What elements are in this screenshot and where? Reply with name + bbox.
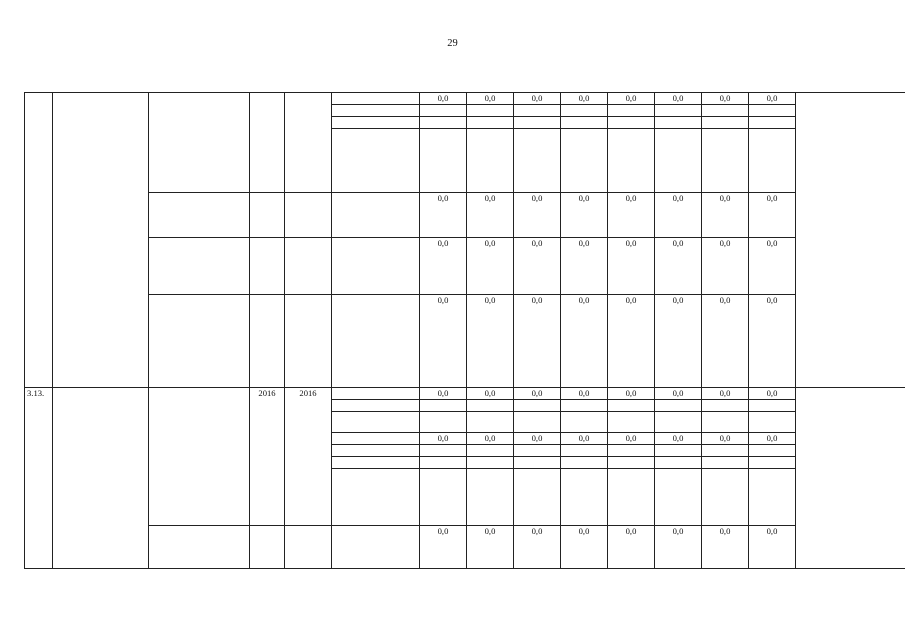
source-label bbox=[332, 295, 420, 388]
value-cell bbox=[561, 457, 608, 469]
end-year: 2016 bbox=[285, 388, 332, 526]
value-cell bbox=[514, 117, 561, 129]
value-cell bbox=[514, 400, 561, 412]
value-cell bbox=[702, 400, 749, 412]
org-name bbox=[149, 193, 250, 238]
value-cell: 0,0 bbox=[608, 295, 655, 388]
value-cell: 0,0 bbox=[749, 433, 796, 445]
value-cell: 0,0 bbox=[702, 526, 749, 569]
value-cell bbox=[561, 412, 608, 433]
value-cell bbox=[467, 400, 514, 412]
value-cell: 0,0 bbox=[749, 388, 796, 400]
value-cell bbox=[420, 412, 467, 433]
value-cell bbox=[608, 469, 655, 526]
value-cell bbox=[702, 117, 749, 129]
value-cell bbox=[608, 129, 655, 193]
value-cell bbox=[608, 400, 655, 412]
value-cell bbox=[420, 457, 467, 469]
value-cell bbox=[514, 129, 561, 193]
value-cell: 0,0 bbox=[514, 388, 561, 400]
value-cell bbox=[420, 117, 467, 129]
value-cell: 0,0 bbox=[702, 295, 749, 388]
value-cell bbox=[749, 457, 796, 469]
start-year: 2016 bbox=[250, 388, 285, 526]
value-cell: 0,0 bbox=[655, 388, 702, 400]
value-cell bbox=[420, 445, 467, 457]
value-cell bbox=[420, 400, 467, 412]
value-cell: 0,0 bbox=[608, 193, 655, 238]
value-cell: 0,0 bbox=[420, 433, 467, 445]
value-cell bbox=[514, 105, 561, 117]
value-cell bbox=[514, 445, 561, 457]
measure-name bbox=[53, 388, 149, 569]
value-cell: 0,0 bbox=[655, 433, 702, 445]
value-cell: 0,0 bbox=[514, 238, 561, 295]
end-year bbox=[285, 93, 332, 193]
value-cell bbox=[655, 400, 702, 412]
value-cell: 0,0 bbox=[467, 193, 514, 238]
value-cell bbox=[655, 457, 702, 469]
source-label bbox=[332, 105, 420, 117]
value-cell bbox=[702, 129, 749, 193]
value-cell: 0,0 bbox=[561, 238, 608, 295]
expected-result bbox=[796, 93, 905, 388]
value-cell bbox=[655, 412, 702, 433]
value-cell: 0,0 bbox=[514, 433, 561, 445]
source-label bbox=[332, 445, 420, 457]
value-cell: 0,0 bbox=[655, 295, 702, 388]
source-label bbox=[332, 238, 420, 295]
value-cell bbox=[467, 117, 514, 129]
table-body bbox=[25, 93, 905, 569]
value-cell bbox=[749, 400, 796, 412]
value-cell bbox=[702, 457, 749, 469]
table-row bbox=[25, 238, 905, 295]
value-cell bbox=[608, 117, 655, 129]
table-row bbox=[25, 93, 905, 105]
value-cell: 0,0 bbox=[514, 193, 561, 238]
value-cell bbox=[420, 105, 467, 117]
value-cell bbox=[655, 445, 702, 457]
value-cell bbox=[749, 469, 796, 526]
value-cell bbox=[561, 469, 608, 526]
value-cell: 0,0 bbox=[420, 93, 467, 105]
value-cell bbox=[608, 412, 655, 433]
value-cell: 0,0 bbox=[561, 526, 608, 569]
source-label bbox=[332, 433, 420, 445]
value-cell bbox=[561, 400, 608, 412]
value-cell: 0,0 bbox=[420, 388, 467, 400]
value-cell: 0,0 bbox=[702, 193, 749, 238]
source-label bbox=[332, 400, 420, 412]
source-label bbox=[332, 412, 420, 433]
start-year bbox=[250, 295, 285, 388]
value-cell: 0,0 bbox=[655, 526, 702, 569]
value-cell bbox=[467, 412, 514, 433]
value-cell bbox=[608, 457, 655, 469]
value-cell: 0,0 bbox=[561, 433, 608, 445]
value-cell: 0,0 bbox=[420, 526, 467, 569]
value-cell: 0,0 bbox=[467, 238, 514, 295]
value-cell: 0,0 bbox=[420, 193, 467, 238]
value-cell: 0,0 bbox=[655, 238, 702, 295]
value-cell: 0,0 bbox=[467, 93, 514, 105]
value-cell bbox=[749, 105, 796, 117]
start-year bbox=[250, 526, 285, 569]
value-cell: 0,0 bbox=[702, 433, 749, 445]
value-cell: 0,0 bbox=[749, 526, 796, 569]
table-row bbox=[25, 295, 905, 388]
start-year bbox=[250, 93, 285, 193]
end-year bbox=[285, 295, 332, 388]
source-label bbox=[332, 457, 420, 469]
value-cell: 0,0 bbox=[420, 238, 467, 295]
value-cell bbox=[749, 117, 796, 129]
source-label bbox=[332, 526, 420, 569]
value-cell: 0,0 bbox=[561, 193, 608, 238]
start-year bbox=[250, 238, 285, 295]
table-row bbox=[25, 193, 905, 238]
value-cell: 0,0 bbox=[702, 93, 749, 105]
value-cell bbox=[749, 412, 796, 433]
executor-cell bbox=[149, 93, 250, 193]
value-cell: 0,0 bbox=[702, 238, 749, 295]
org-name bbox=[149, 238, 250, 295]
value-cell bbox=[467, 457, 514, 469]
value-cell bbox=[467, 129, 514, 193]
source-label bbox=[332, 129, 420, 193]
value-cell: 0,0 bbox=[467, 388, 514, 400]
expected-result bbox=[796, 388, 905, 569]
value-cell: 0,0 bbox=[467, 295, 514, 388]
table-row bbox=[25, 526, 905, 569]
value-cell: 0,0 bbox=[608, 93, 655, 105]
value-cell bbox=[467, 469, 514, 526]
value-cell: 0,0 bbox=[749, 295, 796, 388]
item-number: 3.13. bbox=[25, 388, 53, 569]
value-cell: 0,0 bbox=[561, 295, 608, 388]
value-cell bbox=[655, 105, 702, 117]
value-cell bbox=[561, 105, 608, 117]
value-cell bbox=[608, 105, 655, 117]
value-cell bbox=[608, 445, 655, 457]
source-label bbox=[332, 117, 420, 129]
value-cell bbox=[655, 469, 702, 526]
value-cell: 0,0 bbox=[420, 295, 467, 388]
executor-cell bbox=[149, 388, 250, 526]
value-cell bbox=[561, 117, 608, 129]
value-cell: 0,0 bbox=[749, 193, 796, 238]
value-cell bbox=[420, 129, 467, 193]
org-name bbox=[149, 295, 250, 388]
org-name bbox=[149, 526, 250, 569]
end-year bbox=[285, 526, 332, 569]
source-label bbox=[332, 388, 420, 400]
program-table bbox=[24, 92, 905, 569]
start-year bbox=[250, 193, 285, 238]
value-cell bbox=[655, 129, 702, 193]
value-cell: 0,0 bbox=[608, 526, 655, 569]
value-cell bbox=[514, 457, 561, 469]
value-cell bbox=[655, 117, 702, 129]
page-number: 29 bbox=[447, 38, 458, 49]
value-cell: 0,0 bbox=[514, 295, 561, 388]
value-cell: 0,0 bbox=[749, 93, 796, 105]
value-cell: 0,0 bbox=[467, 433, 514, 445]
value-cell: 0,0 bbox=[749, 238, 796, 295]
value-cell: 0,0 bbox=[702, 388, 749, 400]
value-cell: 0,0 bbox=[561, 388, 608, 400]
value-cell: 0,0 bbox=[514, 526, 561, 569]
value-cell bbox=[514, 469, 561, 526]
value-cell: 0,0 bbox=[467, 526, 514, 569]
end-year bbox=[285, 193, 332, 238]
value-cell: 0,0 bbox=[655, 93, 702, 105]
value-cell: 0,0 bbox=[655, 193, 702, 238]
item-number bbox=[25, 93, 53, 388]
value-cell bbox=[467, 445, 514, 457]
value-cell bbox=[749, 445, 796, 457]
value-cell: 0,0 bbox=[514, 93, 561, 105]
value-cell bbox=[514, 412, 561, 433]
end-year bbox=[285, 238, 332, 295]
value-cell bbox=[702, 105, 749, 117]
value-cell: 0,0 bbox=[608, 238, 655, 295]
value-cell bbox=[561, 445, 608, 457]
value-cell: 0,0 bbox=[561, 93, 608, 105]
value-cell bbox=[467, 105, 514, 117]
value-cell bbox=[561, 129, 608, 193]
source-label bbox=[332, 93, 420, 105]
source-label bbox=[332, 193, 420, 238]
measure-name bbox=[53, 93, 149, 388]
table-row bbox=[25, 388, 905, 400]
value-cell bbox=[749, 129, 796, 193]
value-cell bbox=[420, 469, 467, 526]
value-cell bbox=[702, 445, 749, 457]
value-cell: 0,0 bbox=[608, 388, 655, 400]
value-cell bbox=[702, 412, 749, 433]
source-label bbox=[332, 469, 420, 526]
value-cell bbox=[702, 469, 749, 526]
value-cell: 0,0 bbox=[608, 433, 655, 445]
